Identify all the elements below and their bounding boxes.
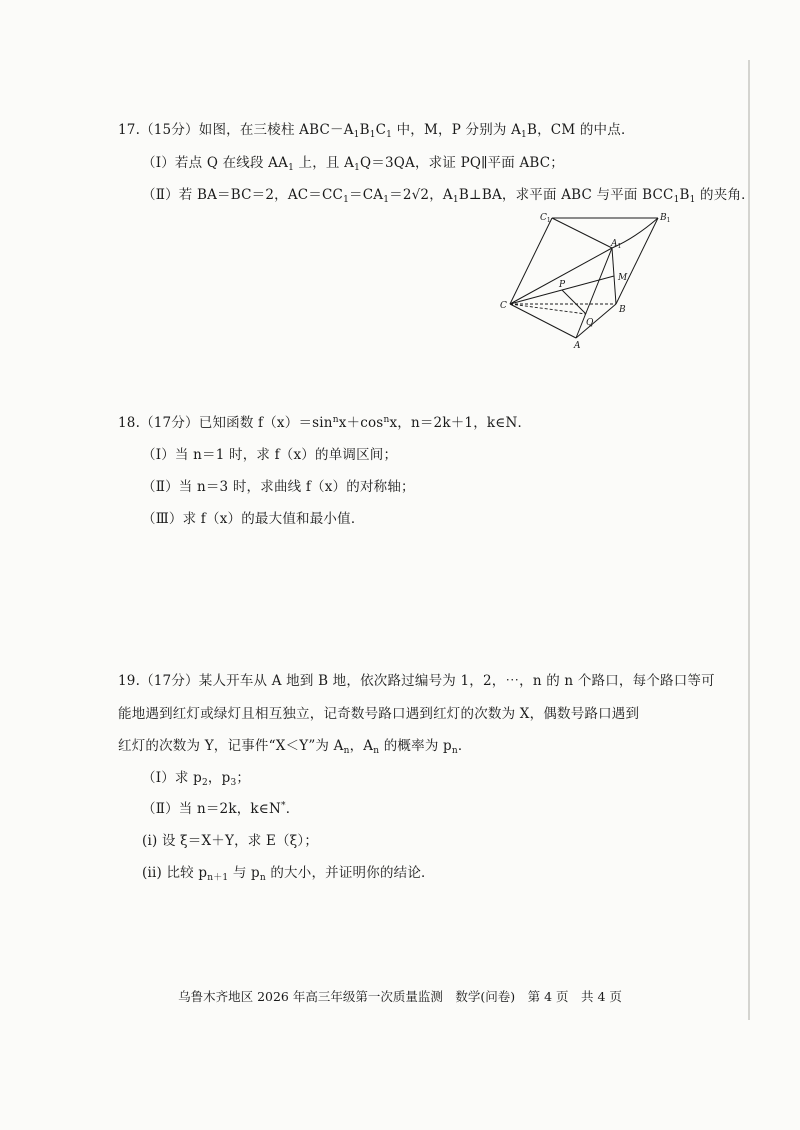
edge-c1-c [510, 218, 552, 304]
edge-a1-a [576, 248, 612, 338]
edge-b1-b [616, 218, 658, 304]
label-b: B [619, 305, 626, 315]
hidden-segment-c-q [510, 304, 586, 314]
q18-part-3: （Ⅲ）求 f（x）的最大值和最小值． [142, 511, 365, 527]
label-c1: $C_1$ [540, 213, 551, 224]
q19-part-2-ii: (ii) 比较 $p_{n+1}$ 与 $p_n$ 的大小，并证明你的结论． [142, 865, 435, 883]
q17-part-2: （Ⅱ）若 BA＝BC＝2，$AC=CC_1=CA_1=2√2$，$A_1B\perp BA$，求平面 ABC 与平面 $BCC_1B_1$ 的夹角． [142, 187, 755, 205]
page-footer: 乌鲁木齐地区 2026 年高三年级第一次质量监测 数学(问卷) 第 4 页 共 4 页 [178, 989, 622, 1004]
q19-stem-line-2: 能地遇到红灯或绿灯且相互独立，记奇数号路口遇到红灯的次数为 X，偶数号路口遇到 [118, 706, 640, 722]
q19-part-2-i: (i) 设 ξ＝X＋Y，求 E（ξ）； [142, 833, 319, 849]
q18-stem: 18.（17分）已知函数 $f(x)=\sin^nx+\cos^nx$，n＝2k＋1，k∈N． [118, 415, 532, 431]
segment-c-a1 [510, 248, 612, 304]
q18-part-1: （Ⅰ）当 n＝1 时，求 f（x）的单调区间； [142, 447, 398, 463]
label-q: Q [586, 318, 594, 328]
label-a: A [574, 341, 581, 348]
edge-c1-a1 [552, 218, 612, 248]
label-c: C [500, 301, 507, 311]
q19-stem-line-1: 19.（17分）某人开车从 A 地到 B 地，依次路过编号为 1，2，⋯，n 的 n 个路口，每个路口等可 [118, 673, 715, 689]
segment-p-q [562, 290, 586, 314]
q19-part-1: （Ⅰ）求 $p_2$，$p_3$； [142, 770, 251, 788]
q17-part-1: （Ⅰ）若点 Q 在线段 $AA_1$ 上，且 $A_1Q=3QA$，求证 PQ∥平面 ABC； [142, 155, 564, 173]
label-a1: $A_1$ [611, 239, 622, 250]
q19-part-2: （Ⅱ）当 n＝2k，k∈N*． [142, 801, 300, 817]
label-p: P [559, 280, 566, 290]
q17-stem: 17.（15分）如图，在三棱柱 $ABC-A_1B_1C_1$ 中，M，P 分别为 $A_1B$，CM 的中点． [118, 122, 635, 140]
q19-stem-line-3: 红灯的次数为 Y，记事件“X＜Y”为 $A_n$，$A_n$ 的概率为 $p_n$． [118, 738, 472, 756]
edge-a-b [576, 304, 616, 338]
label-m: M [618, 273, 628, 283]
edge-c-a [510, 304, 576, 338]
q18-part-2: （Ⅱ）当 n＝3 时，求曲线 f（x）的对称轴； [142, 479, 415, 495]
label-b1: $B_1$ [660, 213, 671, 224]
prism-figure [500, 208, 690, 348]
